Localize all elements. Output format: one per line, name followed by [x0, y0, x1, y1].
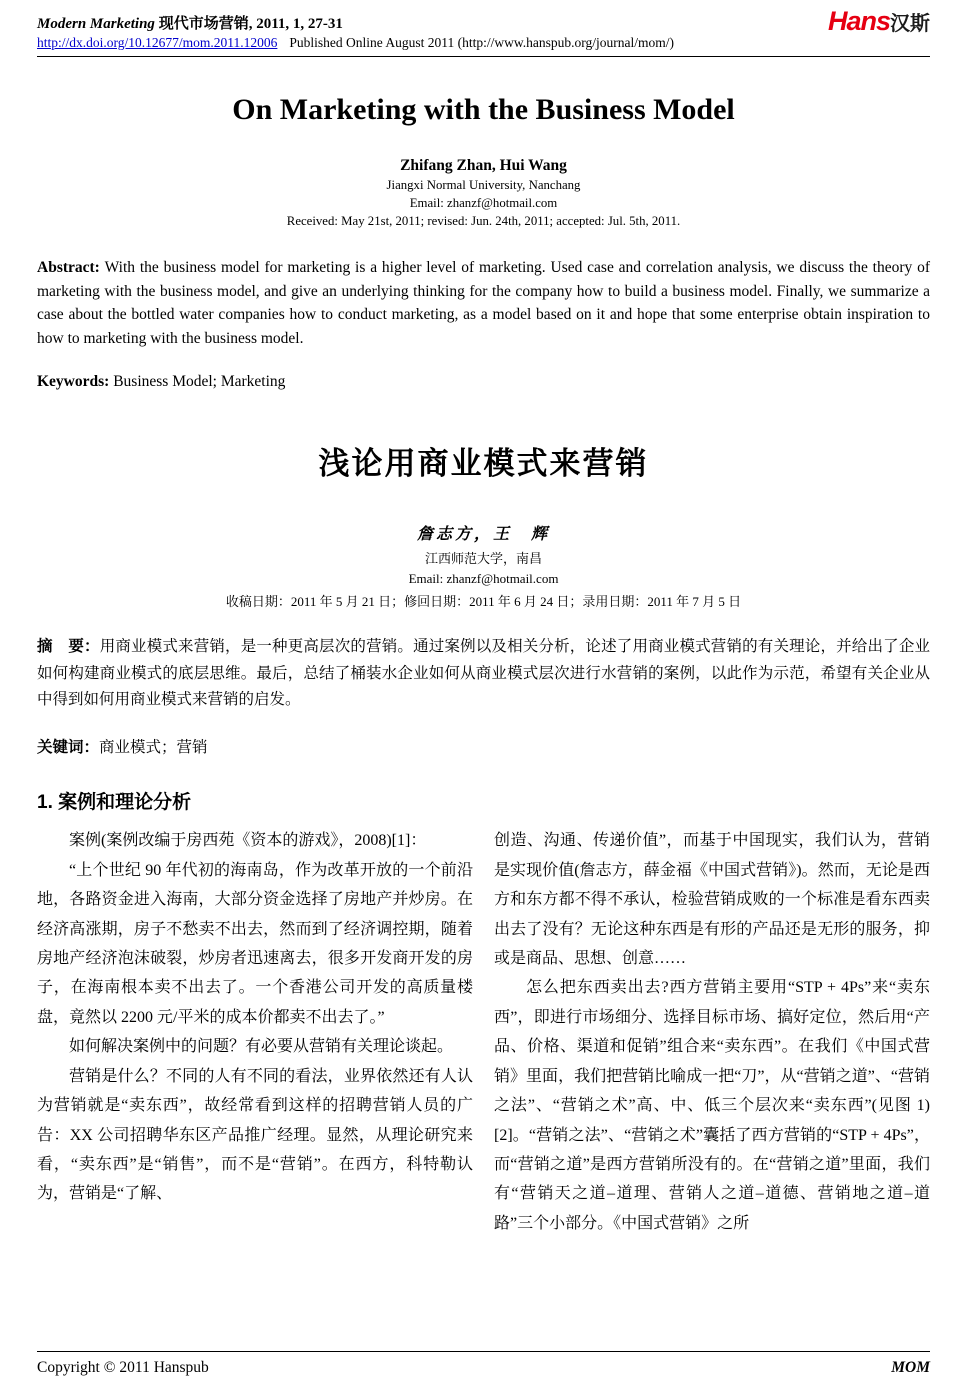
chinese-abstract	[37, 634, 930, 713]
chinese-affiliation: 江西师范大学，南昌	[424, 551, 542, 567]
journal-title-english: Modern Marketing	[37, 16, 155, 32]
published-info: Published Online August 2011 (http://www.hanspub.org/journal/mom/)	[289, 35, 675, 50]
body-paragraph: “上个世纪 90 年代初的海南岛，作为改革开放的一个前沿地，各路资金进入海南，大部分资金选择了房地产并炒房。在经济高涨期，房子不愁卖不出去，然而到了经济调控期，随着房地产经济泡沫破裂，炒房者迅速离去，很多开发商开发的房子，在海南根本卖不出去了。一个香港公司开发的高质量楼盘，竟然以 2200 元/平米的成本价都卖不出去了。”	[37, 861, 473, 1026]
abstract-label: Abstract:	[37, 259, 105, 276]
hans-logo-text: Hans	[827, 6, 890, 36]
body-paragraph: 怎么把东西卖出去?西方营销主要用“STP + 4Ps”来“卖东西”，即进行市场细分、选择目标市场、搞好定位，然后用“产品、价格、渠道和促销”组合来“卖东西”。在我们《中国式营销》里面，我们把营销比喻成一把“刀”，从“营销之道”、“营销之法”、“营销之术”高、中、低三个层次来“卖东西”(见图 1)[2]。“营销之法”、“营销之术”囊括了西方营销的“STP + 4Ps”，而“营销之道”是西方营销所没有的。在“营销之道”里面，我们有“营销天之道–道理、营销人之道–道德、营销地之道–道路”三个小部分。《中国式营销》之所	[494, 979, 930, 1232]
english-dates: Received: May 21st, 2011; revised: Jun. 24th, 2011; accepted: Jul. 5th, 2011.	[286, 214, 681, 228]
chinese-dates: 收稿日期：2011 年 5 月 21 日；修回日期：2011 年 6 月 24 日；录用日期：2011 年 7 月 5 日	[225, 594, 742, 610]
journal-info	[37, 6, 674, 51]
left-column	[37, 826, 473, 1238]
journal-abbreviation: MOM	[891, 1359, 930, 1376]
two-column-body	[37, 826, 930, 1238]
english-authors: Zhifang Zhan, Hui Wang	[400, 157, 567, 174]
body-paragraph: 创造、沟通、传递价值”，而基于中国现实，我们认为，营销是实现价值(詹志方，薛金福《中国式营销》)。然而，无论是西方和东方都不得不承认，检验营销成败的一个标准是看东西卖出去了没有？无论这种东西是有形的产品还是无形的服务，抑或是商品、思想、创意……	[494, 832, 930, 967]
english-email: Email: zhanzf@hotmail.com	[409, 196, 558, 210]
section-1-heading: 1. 案例和理论分析	[37, 792, 192, 814]
page-header	[37, 6, 930, 51]
journal-title-line	[37, 6, 674, 33]
english-keywords	[37, 373, 930, 391]
hans-logo-chinese: 汉斯	[890, 13, 930, 35]
keywords-label: Keywords:	[37, 373, 114, 391]
english-title: On Marketing with the Business Model	[232, 93, 735, 126]
body-paragraph: 如何解决案例中的问题？有必要从营销有关理论谈起。	[69, 1038, 454, 1056]
english-abstract	[37, 256, 930, 350]
doi-link[interactable]: http://dx.doi.org/10.12677/mom.2011.12006	[37, 35, 278, 50]
abstract-text: With the business model for marketing is a higher level of marketing. Used case and correlation analysis, we discuss the theory of marketing with the business model, and give an underlying thinking for the company how to build a business model. Finally, we summarize a case about the bottled water companies how to conduct marketing, as a model based on it and hope that some enterprise obtain inspiration to how to marketing with the business model.	[37, 259, 930, 347]
chinese-abstract-label: 摘 要：	[37, 638, 100, 656]
chinese-authors: 詹志方，王 辉	[416, 526, 550, 544]
chinese-title: 浅论用商业模式来营销	[318, 446, 649, 482]
hans-publisher-logo	[828, 6, 930, 35]
doi-line	[37, 35, 674, 51]
chinese-abstract-text: 用商业模式来营销，是一种更高层次的营销。通过案例以及相关分析，论述了用商业模式营销的有关理论，并给出了企业如何构建商业模式的底层思维。最后，总结了桶装水企业如何从商业模式层次进行水营销的案例，以此作为示范，希望有关企业从中得到如何用商业模式来营销的启发。	[37, 638, 930, 708]
chinese-email: Email: zhanzf@hotmail.com	[408, 571, 559, 587]
right-column	[494, 826, 930, 1238]
keywords-text: Business Model; Marketing	[113, 373, 286, 391]
footer-divider	[37, 1351, 930, 1352]
body-paragraph: 营销是什么？不同的人有不同的看法，业界依然还有人认为营销就是“卖东西”，故经常看到这样的招聘营销人员的广告：XX 公司招聘华东区产品推广经理。显然，从理论研究来看，“卖东西”是“销售”，而不是“营销”。在西方，科特勒认为，营销是“了解、	[37, 1067, 473, 1203]
header-divider	[37, 56, 930, 57]
page-footer	[37, 1351, 930, 1377]
copyright-text: Copyright © 2011 Hanspub	[37, 1359, 209, 1376]
chinese-keywords-label: 关键词：	[37, 739, 100, 757]
journal-title-chinese: 现代市场营销, 2011, 1, 27-31	[154, 16, 343, 32]
chinese-keywords	[37, 735, 930, 757]
body-paragraph: 案例(案例改编于房西苑《资本的游戏》，2008)[1]：	[69, 832, 427, 850]
english-affiliation: Jiangxi Normal University, Nanchang	[386, 178, 581, 192]
chinese-keywords-text: 商业模式；营销	[99, 739, 208, 757]
